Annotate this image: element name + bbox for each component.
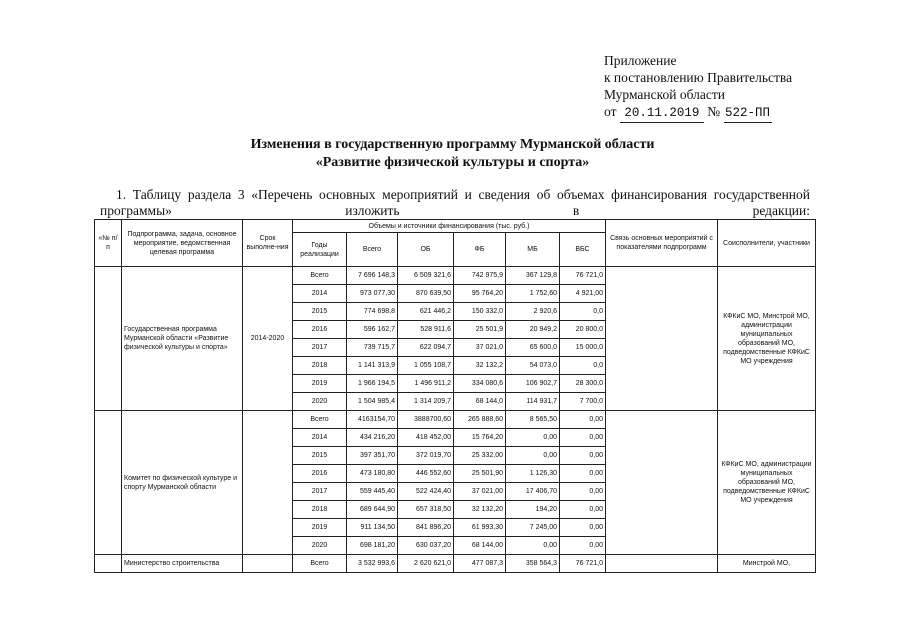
header-vbs: ВБС (560, 233, 606, 267)
group2-term (243, 411, 293, 555)
cell-vbs: 7 700,0 (560, 393, 606, 411)
group1-link (606, 267, 718, 411)
cell-fb: 32 132,2 (454, 357, 506, 375)
appendix-block (604, 52, 792, 123)
cell-mb: 114 931,7 (506, 393, 560, 411)
cell-vbs: 0,00 (560, 537, 606, 555)
header-volumes: Объемы и источники финансирования (тыс. руб.) (293, 220, 606, 233)
cell-ob: 1 314 209,7 (398, 393, 454, 411)
group1-coexec: КФКиС МО, Минстрой МО, администрации муниципальных образований МО, подведомственные КФКиС МО учреждения (718, 267, 816, 411)
cell-mb: 0,00 (506, 447, 560, 465)
appendix-line2: к постановлению Правительства (604, 70, 793, 85)
cell-total: 973 077,30 (347, 285, 398, 303)
header-fb: ФБ (454, 233, 506, 267)
cell-vbs: 0,00 (560, 447, 606, 465)
cell-vbs: 76 721,0 (560, 267, 606, 285)
cell-vbs: 0,0 (560, 357, 606, 375)
cell-vbs: 15 000,0 (560, 339, 606, 357)
intro-paragraph (100, 187, 810, 219)
header-term: Срок выполне-ния (243, 220, 293, 267)
cell-vbs: 0,00 (560, 483, 606, 501)
cell-fb: 25 501,9 (454, 321, 506, 339)
cell-fb: 95 764,20 (454, 285, 506, 303)
cell-ob: 6 509 321,6 (398, 267, 454, 285)
group1-name: Государственная программа Мурманской области «Развитие физической культуры и спорта» (122, 267, 243, 411)
cell-fb: 68 144,00 (454, 537, 506, 555)
cell-vbs: 0,00 (560, 519, 606, 537)
cell-ob: 630 037,20 (398, 537, 454, 555)
cell-fb: 61 993,30 (454, 519, 506, 537)
cell-total: 596 162,7 (347, 321, 398, 339)
cell-vbs: 0,00 (560, 501, 606, 519)
cell-year: 2015 (293, 447, 347, 465)
cell-year: 2015 (293, 303, 347, 321)
cell-total: 698 181,20 (347, 537, 398, 555)
header-num: «№ п/п (95, 220, 122, 267)
cell-year: Всего (293, 411, 347, 429)
table-row (95, 411, 816, 429)
cell-year: 2016 (293, 465, 347, 483)
group3-coexec: Минстрой МО, (718, 555, 816, 573)
cell-fb: 32 132,20 (454, 501, 506, 519)
cell-ob: 622 094,7 (398, 339, 454, 357)
cell-vbs: 0,0 (560, 303, 606, 321)
cell-mb: 367 129,8 (506, 267, 560, 285)
cell-ob: 1 055 108,7 (398, 357, 454, 375)
cell-total: 4163154,70 (347, 411, 398, 429)
cell-fb: 37 021,0 (454, 339, 506, 357)
cell-vbs: 0,00 (560, 411, 606, 429)
cell-fb: 742 975,9 (454, 267, 506, 285)
cell-fb: 334 080,6 (454, 375, 506, 393)
cell-year: 2014 (293, 285, 347, 303)
cell-year: 2020 (293, 537, 347, 555)
header-mb: МБ (506, 233, 560, 267)
document-title-line2: «Развитие физической культуры и спорта» (315, 155, 590, 170)
cell-year: 2020 (293, 393, 347, 411)
cell-year: 2017 (293, 339, 347, 357)
cell-year: Всего (293, 555, 347, 573)
cell-ob: 3888700,60 (398, 411, 454, 429)
group3-term (243, 555, 293, 573)
cell-total: 1 141 313,9 (347, 357, 398, 375)
cell-mb: 194,20 (506, 501, 560, 519)
cell-total: 1 966 194,5 (347, 375, 398, 393)
cell-year: 2018 (293, 357, 347, 375)
cell-total: 774 698,8 (347, 303, 398, 321)
group2-coexec: КФКиС МО, администрации муниципальных образований МО, подведомственные КФКиС МО учреждения (718, 411, 816, 555)
cell-fb: 15 764,20 (454, 429, 506, 447)
cell-fb: 150 332,0 (454, 303, 506, 321)
cell-mb: 2 920,6 (506, 303, 560, 321)
cell-year: 2017 (293, 483, 347, 501)
group3-link (606, 555, 718, 573)
number-sign: № (707, 104, 721, 119)
date-value: 20.11.2019 (620, 105, 704, 123)
cell-ob: 841 896,20 (398, 519, 454, 537)
cell-year: Всего (293, 267, 347, 285)
header-ob: ОБ (398, 233, 454, 267)
cell-total: 911 134,50 (347, 519, 398, 537)
document-title-line1: Изменения в государственную программу Мурманской области (250, 137, 655, 152)
cell-mb: 20 949,2 (506, 321, 560, 339)
cell-ob: 522 424,40 (398, 483, 454, 501)
intro-paragraph-text: 1. Таблицу раздела 3 «Перечень основных мероприятий и сведения об объемах финансирования государственной программы» изложить в редакции: (100, 187, 810, 218)
header-subprogram: Подпрограмма, задача, основное мероприятие, ведомственная целевая программа (122, 220, 243, 267)
header-years: Годы реализации (293, 233, 347, 267)
cell-ob: 2 620 621,0 (398, 555, 454, 573)
group3-num (95, 555, 122, 573)
group2-num (95, 411, 122, 555)
cell-vbs: 4 921,00 (560, 285, 606, 303)
group2-name: Комитет по физической культуре и спорту Мурманской области (122, 411, 243, 555)
cell-total: 397 351,70 (347, 447, 398, 465)
cell-year: 2019 (293, 519, 347, 537)
header-link: Связь основных мероприятий с показателями подпрограмм (606, 220, 718, 267)
cell-year: 2018 (293, 501, 347, 519)
cell-vbs: 20 800,0 (560, 321, 606, 339)
cell-total: 689 644,90 (347, 501, 398, 519)
cell-ob: 621 446,2 (398, 303, 454, 321)
cell-year: 2016 (293, 321, 347, 339)
cell-year: 2014 (293, 429, 347, 447)
cell-mb: 7 245,00 (506, 519, 560, 537)
cell-mb: 106 902,7 (506, 375, 560, 393)
cell-fb: 25 332,00 (454, 447, 506, 465)
cell-vbs: 0,00 (560, 465, 606, 483)
appendix-line1: Приложение (604, 53, 677, 68)
cell-total: 739 715,7 (347, 339, 398, 357)
appendix-date-line (604, 103, 792, 123)
cell-fb: 477 087,3 (454, 555, 506, 573)
cell-fb: 25 501,90 (454, 465, 506, 483)
cell-ob: 372 019,70 (398, 447, 454, 465)
group1-term: 2014-2020 (243, 267, 293, 411)
cell-fb: 68 144,0 (454, 393, 506, 411)
header-total: Всего (347, 233, 398, 267)
table-row (95, 267, 816, 285)
group1-num (95, 267, 122, 411)
number-value: 522-ПП (724, 105, 772, 123)
financing-table (94, 219, 816, 573)
cell-mb: 54 073,0 (506, 357, 560, 375)
cell-fb: 265 888,60 (454, 411, 506, 429)
cell-vbs: 76 721,0 (560, 555, 606, 573)
cell-mb: 1 126,30 (506, 465, 560, 483)
cell-ob: 418 452,00 (398, 429, 454, 447)
cell-mb: 0,00 (506, 429, 560, 447)
date-prefix: от (604, 104, 617, 119)
cell-mb: 8 565,50 (506, 411, 560, 429)
cell-ob: 446 552,60 (398, 465, 454, 483)
cell-year: 2019 (293, 375, 347, 393)
cell-mb: 17 406,70 (506, 483, 560, 501)
table-row (95, 555, 816, 573)
cell-total: 559 445,40 (347, 483, 398, 501)
cell-total: 473 180,80 (347, 465, 398, 483)
cell-ob: 1 496 911,2 (398, 375, 454, 393)
appendix-line3: Мурманской области (604, 87, 725, 102)
header-coexec: Соисполнители, участники (718, 220, 816, 267)
cell-mb: 65 600,0 (506, 339, 560, 357)
cell-mb: 0,00 (506, 537, 560, 555)
cell-total: 7 696 148,3 (347, 267, 398, 285)
cell-total: 3 532 993,6 (347, 555, 398, 573)
cell-ob: 528 911,6 (398, 321, 454, 339)
cell-total: 434 216,20 (347, 429, 398, 447)
cell-ob: 870 639,50 (398, 285, 454, 303)
cell-total: 1 504 985,4 (347, 393, 398, 411)
group2-link (606, 411, 718, 555)
cell-mb: 358 564,3 (506, 555, 560, 573)
cell-ob: 657 318,50 (398, 501, 454, 519)
cell-vbs: 28 300,0 (560, 375, 606, 393)
cell-vbs: 0,00 (560, 429, 606, 447)
cell-mb: 1 752,60 (506, 285, 560, 303)
group3-name: Министерство строительства (122, 555, 243, 573)
cell-fb: 37 021,00 (454, 483, 506, 501)
